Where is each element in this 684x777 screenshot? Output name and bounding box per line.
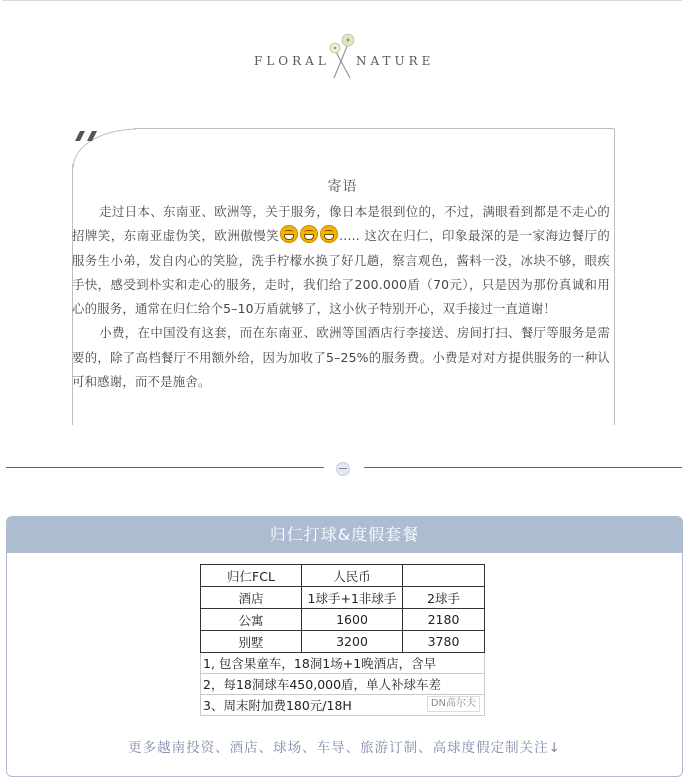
table-note-row — [201, 674, 485, 695]
table-cell: 3200 — [302, 631, 403, 653]
divider-emblem-icon — [336, 462, 350, 476]
table-row — [201, 609, 485, 631]
table-cell — [403, 565, 485, 587]
grinning-face-icon — [280, 225, 298, 243]
table-cell: 3780 — [403, 631, 485, 653]
follow-footer-text: 更多越南投资、酒店、球场、车导、旅游订制、高球度假定制关注↓ — [128, 740, 561, 756]
watermark: DN高尔夫 — [427, 696, 480, 712]
table-cell: 2球手 — [403, 587, 485, 609]
table-note-row — [201, 695, 485, 716]
table-cell: 2180 — [403, 609, 485, 631]
divider-line-right — [364, 467, 682, 468]
grinning-face-icon — [300, 225, 318, 243]
logo-word-floral: FLORAL — [254, 54, 330, 68]
table-row — [201, 587, 485, 609]
quote-mark-icon — [72, 129, 102, 143]
table-note: 1, 包含果童车，18洞1场+1晚酒店，含早 — [201, 653, 485, 674]
grinning-face-icon — [320, 225, 338, 243]
note-text-1b: ..... 这次在归仁，印象最深的是一家海边餐厅的服务生小弟，发自内心的笑脸，洗手柠檬水换了好几趟，察言观色，酱料一没，冰块不够，眼疾手快，感受到朴实和走心的服务，走时，我们给了200.000盾（70元），只是因为那份真诚和用心的服务，通常在归仁给个5–10万盾就够了，这小伙子特别开心，双手接过一直道谢！ — [72, 228, 611, 317]
top-border — [2, 0, 682, 1]
table-cell: 1球手+1非球手 — [302, 587, 403, 609]
table-note: 3、周末附加费180元/18H — [203, 698, 352, 713]
price-table — [200, 564, 485, 716]
table-note-row — [201, 653, 485, 674]
table-cell: 归仁FCL — [201, 565, 302, 587]
table-note: 2，每18洞球车450,000盾，单人补球车差 — [201, 674, 485, 695]
note-paragraph-2: 小费，在中国没有这套，而在东南亚、欧洲等国酒店行李接送、房间打扫、餐厅等服务是需要的，除了高档餐厅不用额外给，因为加收了5–25%的服务费。小费是对对方提供服务的一种认可和感谢，而不是施舍。 — [72, 325, 610, 390]
table-cell: 酒店 — [201, 587, 302, 609]
note-text-1a: 走过日本、东南亚、欧洲等，关于服务，像日本是很到位的，不过，满眼看到都是不走心的招牌笑，东南亚虚伪笑，欧洲傲慢笑 — [72, 204, 610, 244]
table-cell: 公寓 — [201, 609, 302, 631]
note-body — [72, 200, 610, 394]
table-cell: 1600 — [302, 609, 403, 631]
divider-line-left — [6, 467, 324, 468]
package-header: 归仁打球&度假套餐 — [7, 517, 682, 553]
table-row — [201, 631, 485, 653]
note-paragraph-1 — [72, 200, 610, 321]
table-cell: 别墅 — [201, 631, 302, 653]
package-box — [6, 516, 683, 777]
table-cell: 人民币 — [302, 565, 403, 587]
table-header-row — [201, 565, 485, 587]
floral-nature-logo — [252, 30, 444, 82]
table-note-cell — [201, 695, 485, 716]
dandelion-icon — [326, 30, 360, 82]
note-title: 寄语 — [327, 179, 358, 195]
logo-word-nature: NATURE — [356, 54, 435, 68]
